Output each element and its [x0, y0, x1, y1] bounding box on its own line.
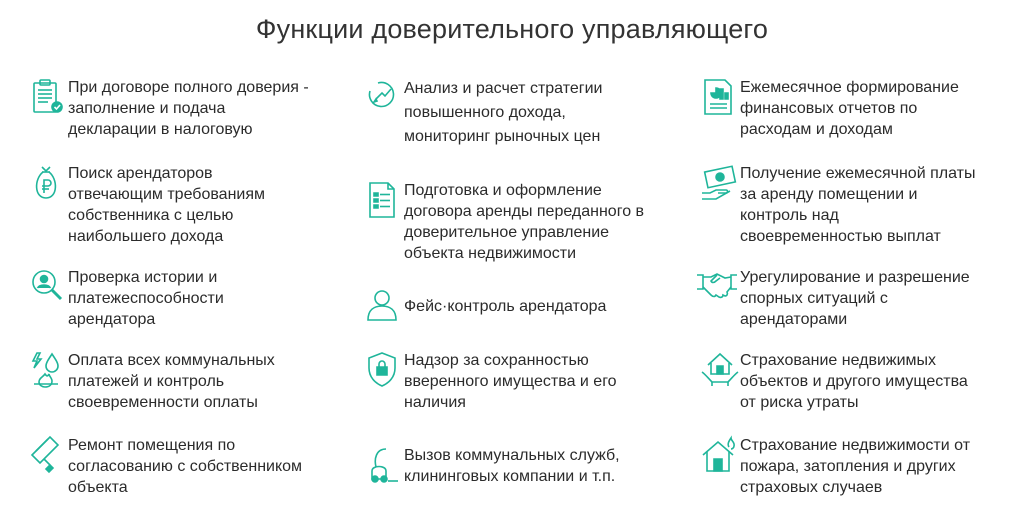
money-bag-ruble-icon [28, 163, 68, 203]
function-text: Страхование недвижимых объектов и другого имущества от риска утраты [740, 352, 968, 411]
handshake-icon [695, 267, 739, 307]
house-fire-icon [700, 435, 740, 475]
function-text: Страхование недвижимости от пожара, затопления и других страховых случаев [740, 437, 971, 496]
chart-pencil-icon [364, 77, 404, 117]
function-text: Получение ежемесячной платы за аренду помещении и контроль над своевременностью выплат [740, 165, 976, 245]
function-text: Поиск арендаторов отвечающим требованиям собственника с целью наибольшего дохода [68, 165, 266, 245]
contract-document-icon [364, 180, 404, 220]
magnifier-person-icon [28, 267, 68, 307]
paint-roller-icon [28, 435, 68, 475]
function-text: Проверка истории и платежеспособности арендатора [68, 269, 224, 328]
function-text: Надзор за сохранностью вверенного имущества и его наличия [404, 352, 617, 411]
vacuum-cleaner-icon [364, 445, 404, 485]
shield-lock-icon [364, 350, 404, 390]
clipboard-check-icon [28, 77, 68, 117]
utilities-icon [28, 350, 68, 390]
financial-report-icon [700, 77, 740, 117]
house-in-hands-icon [700, 350, 740, 390]
function-text: Ежемесячное формирование финансовых отчетов по расходам и доходам [740, 79, 959, 138]
page-title: Функции доверительного управляющего [255, 14, 769, 44]
function-text: Подготовка и оформление договора аренды переданного в доверительное управление объекта недвижимости [404, 182, 645, 262]
function-text: Ремонт помещения по согласованию с собственником объекта [68, 437, 303, 496]
function-text: Вызов коммунальных служб, клининговых компании и т.п. [404, 447, 620, 485]
function-text: При договоре полного доверия - заполнение и подача декларации в налоговую [68, 79, 309, 138]
function-text: Анализ и расчет стратегии повышенного дохода, мониторинг рыночных цен [404, 80, 603, 145]
cash-hand-icon [700, 163, 740, 203]
person-icon [364, 286, 404, 326]
function-text: Оплата всех коммунальных платежей и контроль своевременности оплаты [68, 352, 275, 411]
function-text: Фейс·контроль арендатора [404, 298, 607, 315]
function-text: Урегулирование и разрешение спорных ситуаций с арендаторами [740, 269, 970, 328]
